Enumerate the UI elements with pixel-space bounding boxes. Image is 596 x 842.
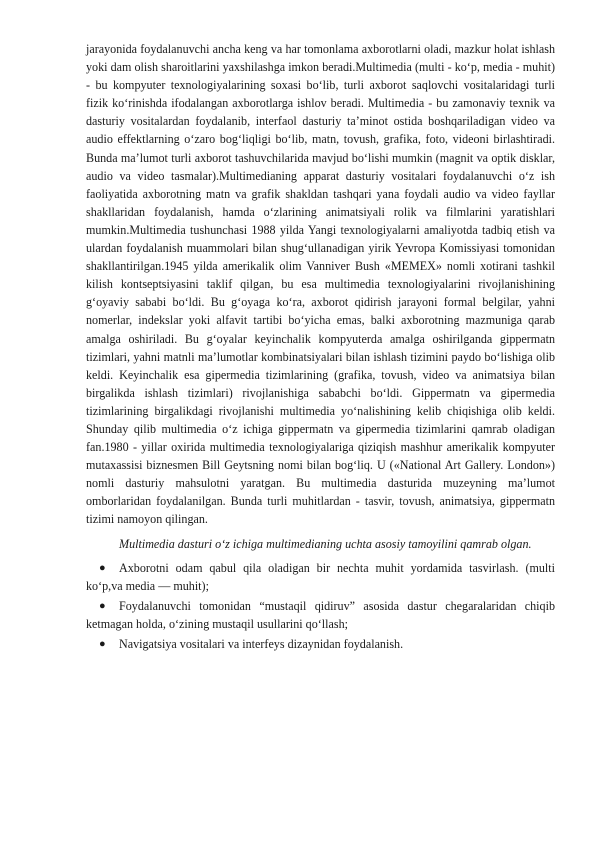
document-page <box>86 40 555 655</box>
main-paragraph: jarayonida foydalanuvchi ancha keng va har tomonlama axborotlarni oladi, mazkur holat ishlash yoki dam olish sharoitlarini yaxshilashga imkon beradi.Multimedia (multi - ko‘p, media - muhit) - bu kompyuter texnologiyalarining soxasi bo‘lib, turli axborot saqlovchi vositalaridagi turli fizik ko‘rinishda ifodalangan axborotlarga ishlov beradi. Multimedia - bu zamonaviy texnik va dasturiy vositalardan foydalanib, interfaol dasturiy ta’minot ostida boshqariladigan video va audio effektlarning o‘zaro bog‘liqligi bo‘lib, matn, tovush, grafika, foto, videoni birlashtiradi. Bunda ma’lumot turli axborot tashuvchilarida mavjud bo‘lishi mumkin (magnit va optik disklar, audio va video tasmalar).Multimedianing apparat dasturiy vositalari foydalanuvchi o‘z ish faoliyatida axborotning matn va grafik shakldan tashqari yana foydali audio va video fayllar shakllaridan foydalanish, hamda o‘zlarining animatsiyali rolik va filmlarini yaratishlari mumkin.Multimedia tushunchasi 1988 yilda Yangi texnologiyalarni amaliyotda tadbiq etish va ulardan foydalanish muammolari bilan shug‘ullanadigan yirik Yevropa Komissiyasi tomonidan shakllantirilgan.1945 yilda amerikalik olim Vanniver Bush «MEMEX» nomli xotirani tashkil kilish kontseptsiyasini taklif qilgan, bu esa multimedia texnologiyalarini rivojlanishining g‘oyaviy sababi bo‘ldi. Bu g‘oyaga ko‘ra, axborot qidirish jarayoni formal belgilar, yahni nomerlar, indekslar yoki alfavit tartibi bo‘yicha emas, balki axborotning mazmuniga qarab amalga oshiriladi. Bu g‘oyalar keyinchalik kompyuterda amalga oshirilganda gippermatn tizimlari, yahni matnli ma’lumotlar kombinatsiyalari bilan ishlash tizimini paydo bo‘lishiga olib keldi. Keyinchalik esa gipermedia tizimlarining (grafika, tovush, video va animatsiya bilan birgalikda ishlash tizimlari) rivojlanishiga sababchi bo‘ldi. Gippermatn va gipermedia tizimlarining birgalikdagi rivojlanishi multimedia yo‘nalishining kelib chiqishiga olib keldi. Shunday qilib multimedia o‘z ichiga gippermatn va gipermedia tizimlarini qamrab oladigan fan.1980 - yillar oxirida multimedia texnologiyalariga qiziqish mashhur amerikalik kompyuter mutaxassisi biznesmen Bill Geytsning nomi bilan bog‘liq. U («National Art Gallery. London») nomli dasturiy mahsulotni yaratgan. Bu multimedia dasturida muzeyning ma’lumot omborlaridan foydalanilgan. Bunda turli muhitlardan - tasvir, tovush, animatsiya, gippermatn tizimi namoyon qilingan. <box>86 42 555 527</box>
bullet-icon: ● <box>99 561 106 574</box>
list-item-text: Navigatsiya vositalari va interfeys dizaynidan foydalanish. <box>119 637 404 651</box>
list-item-text: Foydalanuvchi tomonidan “mustaqil qidiruv” asosida dastur chegaralaridan chiqib ketmagan holda, o‘zining mustaqil usullarini qo‘llash; <box>86 598 555 631</box>
bullet-icon: ● <box>99 638 106 650</box>
bullet-icon: ● <box>99 599 106 612</box>
list-item <box>86 559 555 595</box>
bullet-list <box>86 559 555 653</box>
list-item <box>86 597 555 633</box>
list-item-text: Axborotni odam qabul qila oladigan bir nechta muhit yordamida tasvirlash. (multi ko‘p,va media — muhit); <box>86 560 555 593</box>
list-item <box>86 635 555 653</box>
subheading: Multimedia dasturi o‘z ichiga multimedianing uchta asosiy tamoyilini qamrab olgan. <box>119 536 532 551</box>
